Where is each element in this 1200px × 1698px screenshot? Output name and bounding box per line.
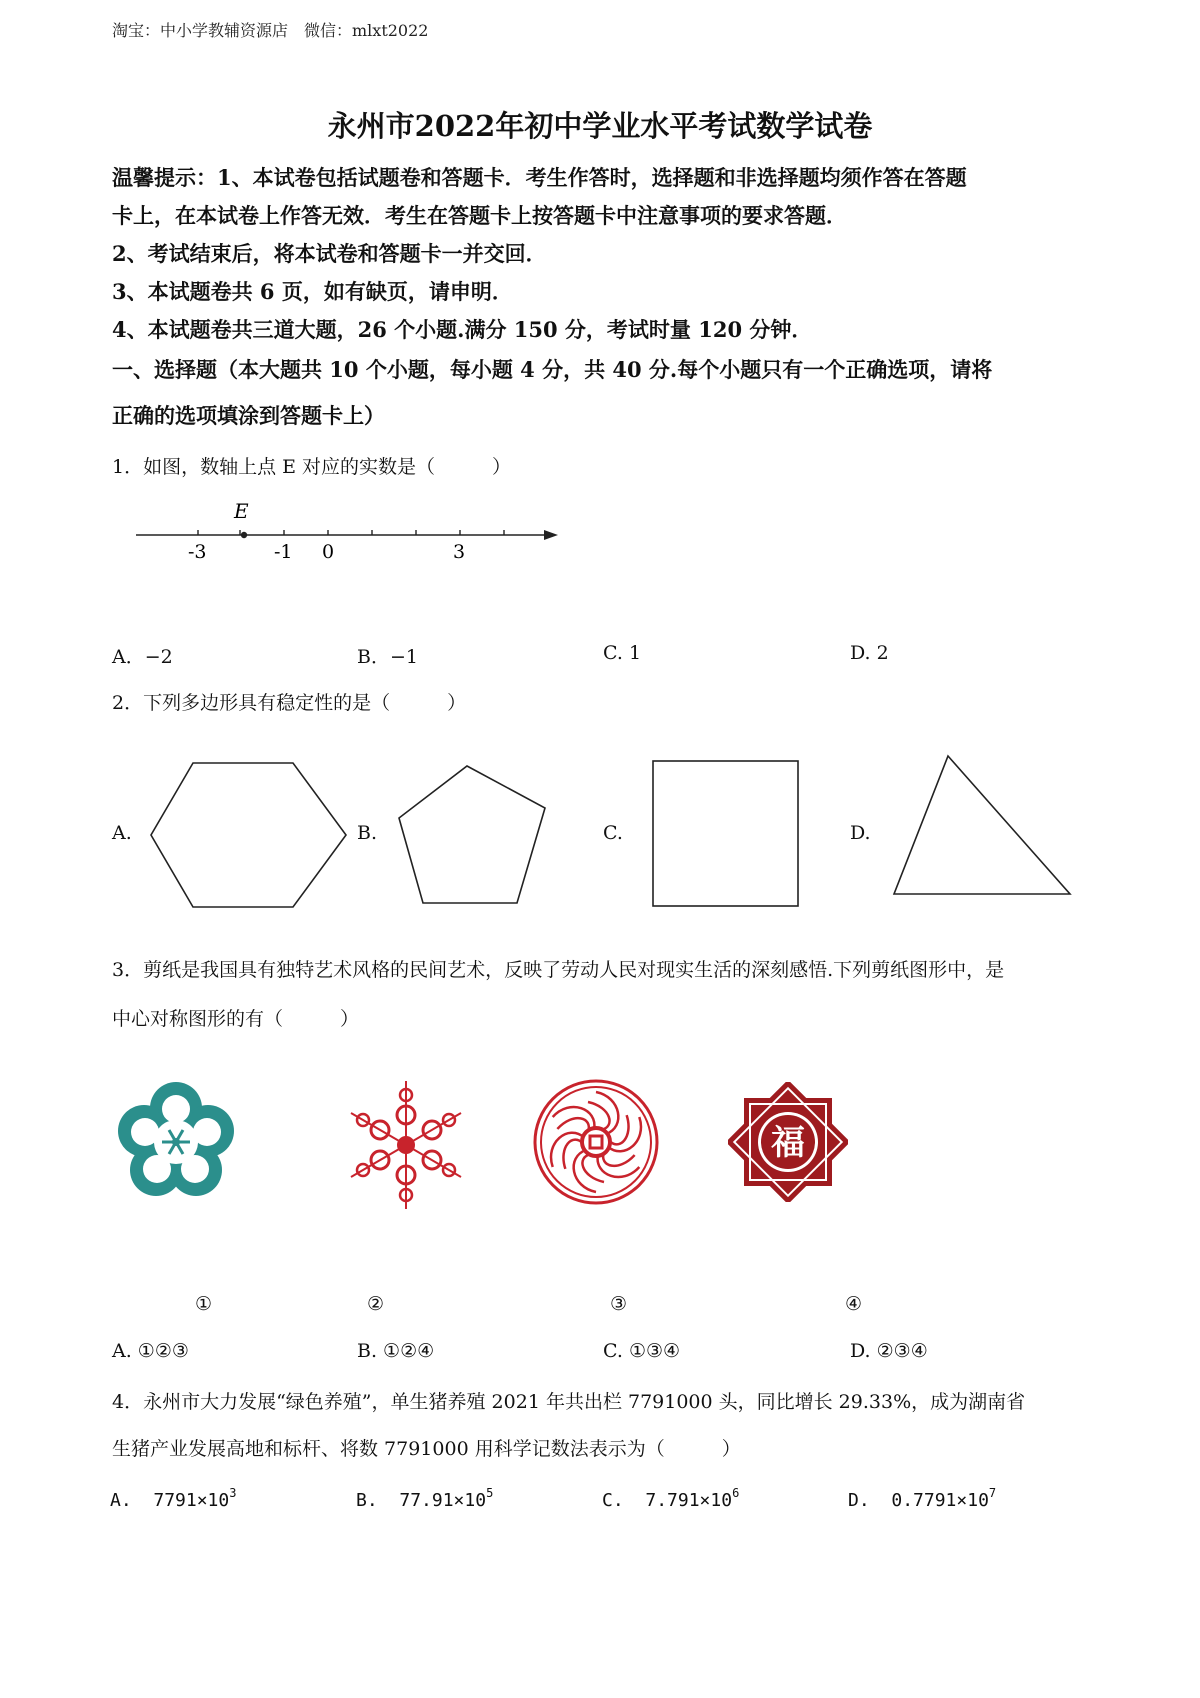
q3-stem-line-2: 中心对称图形的有（ ）	[112, 1008, 360, 1030]
q1-option-a[interactable]: A．−2	[112, 646, 173, 668]
fu-character: 福	[771, 1123, 805, 1163]
q2-option-c-letter[interactable]: C.	[603, 822, 623, 844]
q4-option-c[interactable]	[602, 1486, 740, 1511]
q4-option-b[interactable]	[356, 1486, 494, 1511]
number-line-figure	[128, 495, 558, 565]
header-note: 淘宝：中小学教辅资源店 微信：mlxt2022	[112, 21, 429, 40]
q4-option-d-letter: D.	[848, 1490, 870, 1511]
fu-papercut-icon	[728, 1082, 848, 1202]
q4-option-d-base: 0.7791×10	[891, 1490, 989, 1511]
figure-label-2: ②	[367, 1293, 385, 1315]
flower-papercut-icon	[112, 1082, 240, 1202]
q4-option-a-letter: A.	[110, 1490, 132, 1511]
circle-papercut-icon	[532, 1078, 660, 1206]
tick-label-3: 3	[453, 541, 466, 563]
hexagon-icon[interactable]	[148, 755, 354, 915]
q4-option-d-exp: 7	[988, 1486, 997, 1500]
q3-option-a[interactable]: A. ①②③	[112, 1340, 189, 1362]
q4-option-c-exp: 6	[732, 1486, 740, 1500]
snowflake-papercut-icon	[342, 1075, 470, 1215]
q4-option-c-base: 7.791×10	[645, 1490, 733, 1511]
q4-stem-line-1: 4．永州市大力发展“绿色养殖”，单生猪养殖 2021 年共出栏 7791000 头，同比增长 29.33%，成为湖南省	[112, 1391, 1026, 1413]
instruction-line-5: 4、本试题卷共三道大题，26 个小题.满分 150 分，考试时量 120 分钟．	[112, 317, 813, 342]
q4-stem-line-2: 生猪产业发展高地和标杆、将数 7791000 用科学记数法表示为（ ）	[112, 1438, 741, 1460]
q2-option-b-letter[interactable]: B.	[357, 822, 378, 844]
q4-option-b-base: 77.91×10	[399, 1490, 487, 1511]
figure-label-1: ①	[195, 1293, 213, 1315]
q4-option-c-letter: C.	[602, 1490, 624, 1511]
q1-option-c[interactable]: C. 1	[603, 642, 642, 664]
q3-option-c[interactable]: C. ①③④	[603, 1340, 681, 1362]
figure-label-3: ③	[610, 1293, 628, 1315]
q2-option-a-letter[interactable]: A.	[112, 822, 132, 844]
tick-label-neg3: -3	[188, 541, 207, 563]
point-e-label: E	[234, 499, 249, 523]
instruction-line-4: 3、本试题卷共 6 页，如有缺页，请申明．	[112, 279, 513, 304]
q4-option-a-exp: 3	[229, 1486, 237, 1500]
q2-stem: 2．下列多边形具有稳定性的是（ ）	[112, 692, 467, 714]
q3-option-d[interactable]: D. ②③④	[850, 1340, 928, 1362]
page-title: 永州市2022年初中学业水平考试数学试卷	[327, 109, 873, 143]
instruction-line-2: 卡上，在本试卷上作答无效．考生在答题卡上按答题卡中注意事项的要求答题．	[112, 203, 847, 228]
q1-option-d[interactable]: D. 2	[850, 642, 889, 664]
pentagon-icon[interactable]	[395, 760, 555, 910]
square-icon[interactable]	[650, 758, 802, 910]
q4-option-a-base: 7791×10	[153, 1490, 230, 1511]
q1-option-b[interactable]: B．−1	[357, 646, 418, 668]
q1-stem: 1．如图，数轴上点 E 对应的实数是（ ）	[112, 456, 512, 478]
section-heading-line-1: 一、选择题（本大题共 10 个小题，每小题 4 分，共 40 分.每个小题只有一个正确选项，请将	[112, 357, 993, 382]
q3-stem-line-1: 3．剪纸是我国具有独特艺术风格的民间艺术，反映了劳动人民对现实生活的深刻感悟.下列剪纸图形中，是	[112, 959, 1005, 981]
q4-option-b-letter: B.	[356, 1490, 378, 1511]
point-e-dot	[241, 532, 247, 538]
instruction-line-1: 温馨提示：1、本试卷包括试题卷和答题卡．考生作答时，选择题和非选择题均须作答在答题	[112, 165, 967, 190]
q4-option-a[interactable]	[110, 1486, 237, 1511]
q4-option-d[interactable]	[848, 1486, 997, 1511]
triangle-icon[interactable]	[890, 752, 1075, 902]
section-heading-line-2: 正确的选项填涂到答题卡上）	[112, 403, 385, 428]
figure-label-4: ④	[845, 1293, 863, 1315]
q3-option-b[interactable]: B. ①②④	[357, 1340, 435, 1362]
instruction-line-3: 2、考试结束后，将本试卷和答题卡一并交回．	[112, 241, 547, 266]
arrow-icon	[544, 530, 558, 540]
tick-label-neg1: -1	[274, 541, 293, 563]
tick-label-0: 0	[322, 541, 335, 563]
q4-option-b-exp: 5	[486, 1486, 494, 1500]
q2-option-d-letter[interactable]: D.	[850, 822, 871, 844]
